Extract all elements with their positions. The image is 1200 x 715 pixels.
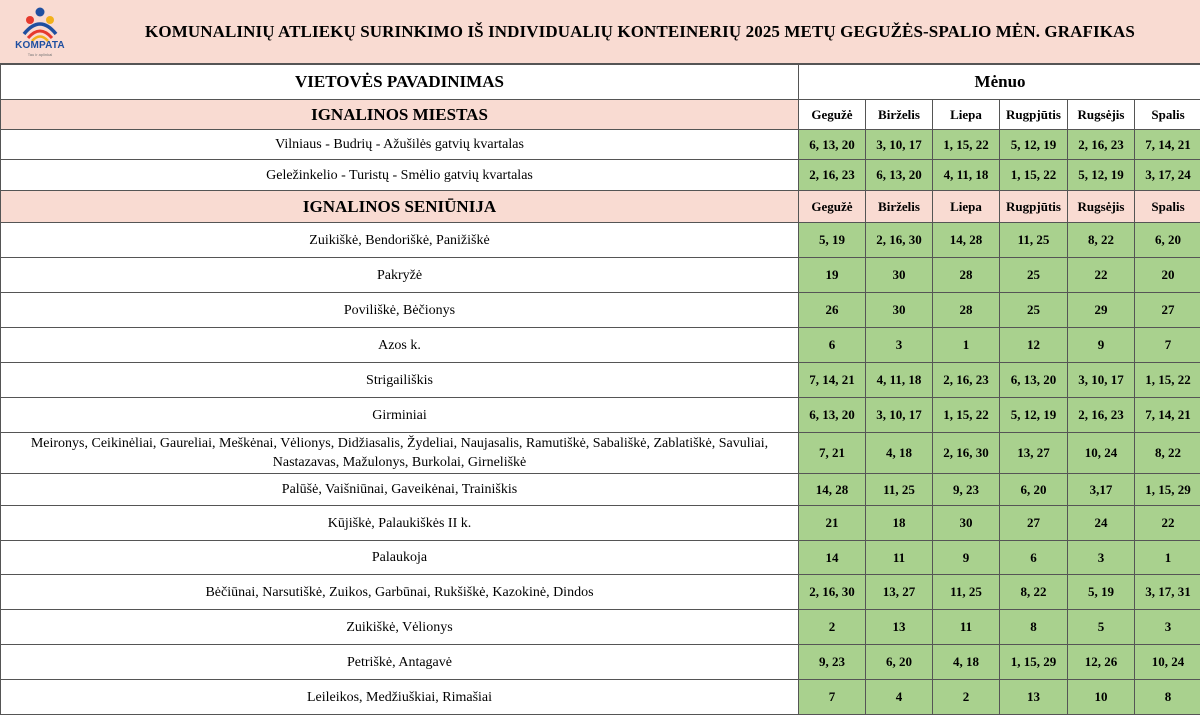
place-name-header: VIETOVĖS PAVADINIMAS	[1, 65, 799, 100]
collection-dates-cell: 25	[1000, 293, 1068, 328]
collection-dates-cell: 9, 23	[799, 645, 866, 680]
collection-dates-cell: 4, 11, 18	[866, 363, 933, 398]
collection-dates-cell: 11	[933, 610, 1000, 645]
collection-dates-cell: 7	[799, 680, 866, 715]
collection-dates-cell: 2, 16, 30	[799, 575, 866, 610]
collection-dates-cell: 2	[799, 610, 866, 645]
place-name: Girminiai	[1, 398, 799, 433]
place-name: Palaukoja	[1, 541, 799, 575]
collection-dates-cell: 9	[933, 541, 1000, 575]
place-name: Leileikos, Medžiuškiai, Rimašiai	[1, 680, 799, 715]
collection-dates-cell: 5, 12, 19	[1000, 398, 1068, 433]
collection-dates-cell: 13	[866, 610, 933, 645]
collection-dates-cell: 7	[1135, 328, 1200, 363]
place-name: Strigailiškis	[1, 363, 799, 398]
collection-dates-cell: 18	[866, 506, 933, 541]
table-row	[1, 328, 1200, 363]
collection-dates-cell: 4	[866, 680, 933, 715]
collection-dates-cell: 5, 19	[1068, 575, 1135, 610]
table-row	[1, 160, 1200, 191]
collection-dates-cell: 30	[933, 506, 1000, 541]
collection-dates-cell: 26	[799, 293, 866, 328]
collection-dates-cell: 2	[933, 680, 1000, 715]
place-name: Palūšė, Vaišniūnai, Gaveikėnai, Trainiškis	[1, 474, 799, 506]
collection-dates-cell: 9	[1068, 328, 1135, 363]
month-header: Mėnuo	[799, 65, 1200, 100]
collection-dates-cell: 14	[799, 541, 866, 575]
collection-dates-cell: 14, 28	[799, 474, 866, 506]
collection-dates-cell: 11	[866, 541, 933, 575]
collection-dates-cell: 3, 10, 17	[866, 130, 933, 160]
collection-dates-cell: 3, 10, 17	[866, 398, 933, 433]
collection-dates-cell: 27	[1135, 293, 1200, 328]
table-row	[1, 506, 1200, 541]
collection-dates-cell: 1, 15, 29	[1135, 474, 1200, 506]
collection-dates-cell: 21	[799, 506, 866, 541]
collection-dates-cell: 8, 22	[1068, 223, 1135, 258]
collection-dates-cell: 2, 16, 23	[799, 160, 866, 191]
month-label: Rugsėjis	[1068, 191, 1135, 223]
collection-dates-cell: 10, 24	[1135, 645, 1200, 680]
collection-dates-cell: 3, 10, 17	[1068, 363, 1135, 398]
collection-dates-cell: 1, 15, 22	[1135, 363, 1200, 398]
table-row	[1, 258, 1200, 293]
collection-dates-cell: 3	[1068, 541, 1135, 575]
collection-dates-cell: 4, 11, 18	[933, 160, 1000, 191]
collection-dates-cell: 28	[933, 293, 1000, 328]
collection-dates-cell: 3	[866, 328, 933, 363]
collection-dates-cell: 13, 27	[866, 575, 933, 610]
place-name: Pakryžė	[1, 258, 799, 293]
page-title: KOMUNALINIŲ ATLIEKŲ SURINKIMO IŠ INDIVIDUALIŲ KONTEINERIŲ 2025 METŲ GEGUŽĖS-SPALIO MĖN. GRAFIKAS	[80, 0, 1200, 64]
collection-dates-cell: 2, 16, 23	[933, 363, 1000, 398]
collection-dates-cell: 5, 19	[799, 223, 866, 258]
place-name: Geležinkelio - Turistų - Smėlio gatvių kvartalas	[1, 160, 799, 191]
collection-dates-cell: 6	[799, 328, 866, 363]
collection-dates-cell: 14, 28	[933, 223, 1000, 258]
place-name: Azos k.	[1, 328, 799, 363]
collection-dates-cell: 28	[933, 258, 1000, 293]
collection-dates-cell: 9, 23	[933, 474, 1000, 506]
table-row	[1, 610, 1200, 645]
collection-dates-cell: 6, 13, 20	[799, 398, 866, 433]
place-name: Zuikiškė, Bendoriškė, Panižiškė	[1, 223, 799, 258]
table-row	[1, 130, 1200, 160]
collection-dates-cell: 3, 17, 31	[1135, 575, 1200, 610]
collection-dates-cell: 1	[933, 328, 1000, 363]
collection-dates-cell: 6, 13, 20	[866, 160, 933, 191]
collection-dates-cell: 2, 16, 23	[1068, 398, 1135, 433]
month-label: Spalis	[1135, 191, 1200, 223]
section-header-row	[1, 100, 1200, 130]
collection-dates-cell: 4, 18	[866, 433, 933, 474]
collection-dates-cell: 6, 13, 20	[799, 130, 866, 160]
collection-dates-cell: 22	[1135, 506, 1200, 541]
collection-dates-cell: 7, 14, 21	[799, 363, 866, 398]
collection-dates-cell: 10, 24	[1068, 433, 1135, 474]
place-name: Kūjiškė, Palaukiškės II k.	[1, 506, 799, 541]
collection-dates-cell: 3	[1135, 610, 1200, 645]
collection-dates-cell: 8	[1000, 610, 1068, 645]
logo-subtext: Tau ir aplinkai	[13, 52, 67, 57]
collection-dates-cell: 8, 22	[1000, 575, 1068, 610]
collection-dates-cell: 1	[1135, 541, 1200, 575]
collection-dates-cell: 8	[1135, 680, 1200, 715]
collection-dates-cell: 25	[1000, 258, 1068, 293]
place-name: Vilniaus - Budrių - Ažušilės gatvių kvartalas	[1, 130, 799, 160]
place-name: Bėčiūnai, Narsutiškė, Zuikos, Garbūnai, Rukšiškė, Kazokinė, Dindos	[1, 575, 799, 610]
collection-dates-cell: 12, 26	[1068, 645, 1135, 680]
collection-dates-cell: 10	[1068, 680, 1135, 715]
month-label: Spalis	[1135, 100, 1200, 130]
collection-dates-cell: 24	[1068, 506, 1135, 541]
collection-dates-cell: 13	[1000, 680, 1068, 715]
collection-dates-cell: 30	[866, 258, 933, 293]
collection-dates-cell: 12	[1000, 328, 1068, 363]
collection-dates-cell: 13, 27	[1000, 433, 1068, 474]
month-label: Liepa	[933, 191, 1000, 223]
logo-text: KOMPATA	[13, 40, 67, 51]
collection-dates-cell: 7, 21	[799, 433, 866, 474]
table-row	[1, 223, 1200, 258]
collection-dates-cell: 11, 25	[1000, 223, 1068, 258]
table-row	[1, 680, 1200, 715]
collection-dates-cell: 27	[1000, 506, 1068, 541]
section-title: IGNALINOS SENIŪNIJA	[1, 191, 799, 223]
table-row	[1, 363, 1200, 398]
collection-dates-cell: 6, 20	[1135, 223, 1200, 258]
collection-dates-cell: 19	[799, 258, 866, 293]
collection-dates-cell: 3,17	[1068, 474, 1135, 506]
table-row	[1, 293, 1200, 328]
collection-dates-cell: 22	[1068, 258, 1135, 293]
collection-dates-cell: 8, 22	[1135, 433, 1200, 474]
collection-dates-cell: 2, 16, 30	[933, 433, 1000, 474]
collection-dates-cell: 2, 16, 23	[1068, 130, 1135, 160]
month-label: Birželis	[866, 191, 933, 223]
collection-dates-cell: 29	[1068, 293, 1135, 328]
collection-dates-cell: 11, 25	[866, 474, 933, 506]
table-row	[1, 645, 1200, 680]
place-name: Zuikiškė, Vėlionys	[1, 610, 799, 645]
section-header-row	[1, 191, 1200, 223]
collection-dates-cell: 6, 13, 20	[1000, 363, 1068, 398]
table-row	[1, 575, 1200, 610]
month-label: Birželis	[866, 100, 933, 130]
collection-dates-cell: 30	[866, 293, 933, 328]
collection-dates-cell: 5, 12, 19	[1000, 130, 1068, 160]
month-label: Gegužė	[799, 191, 866, 223]
schedule-table	[0, 64, 1200, 715]
collection-dates-cell: 7, 14, 21	[1135, 130, 1200, 160]
month-label: Rugpjūtis	[1000, 100, 1068, 130]
title-bar	[0, 0, 1200, 64]
month-label: Liepa	[933, 100, 1000, 130]
collection-dates-cell: 6	[1000, 541, 1068, 575]
place-name: Meironys, Ceikinėliai, Gaureliai, Meškėnai, Vėlionys, Didžiasalis, Žydeliai, Naujasalis, Ramutiškė, Sabališkė, Zablatiškė, Savuliai, Nastazavas, Mažulonys, Burkolai, Girneliškė	[1, 433, 799, 474]
collection-dates-cell: 2, 16, 30	[866, 223, 933, 258]
collection-dates-cell: 1, 15, 29	[1000, 645, 1068, 680]
table-row	[1, 433, 1200, 474]
collection-dates-cell: 20	[1135, 258, 1200, 293]
month-label: Rugpjūtis	[1000, 191, 1068, 223]
collection-dates-cell: 5	[1068, 610, 1135, 645]
collection-dates-cell: 1, 15, 22	[933, 398, 1000, 433]
table-row	[1, 474, 1200, 506]
collection-dates-cell: 3, 17, 24	[1135, 160, 1200, 191]
place-name: Poviliškė, Bėčionys	[1, 293, 799, 328]
table-row	[1, 398, 1200, 433]
collection-dates-cell: 11, 25	[933, 575, 1000, 610]
collection-dates-cell: 1, 15, 22	[1000, 160, 1068, 191]
collection-dates-cell: 5, 12, 19	[1068, 160, 1135, 191]
month-label: Rugsėjis	[1068, 100, 1135, 130]
collection-dates-cell: 4, 18	[933, 645, 1000, 680]
section-title: IGNALINOS MIESTAS	[1, 100, 799, 130]
collection-dates-cell: 1, 15, 22	[933, 130, 1000, 160]
table-row	[1, 541, 1200, 575]
collection-dates-cell: 6, 20	[1000, 474, 1068, 506]
collection-dates-cell: 7, 14, 21	[1135, 398, 1200, 433]
place-name: Petriškė, Antagavė	[1, 645, 799, 680]
month-label: Gegužė	[799, 100, 866, 130]
collection-dates-cell: 6, 20	[866, 645, 933, 680]
